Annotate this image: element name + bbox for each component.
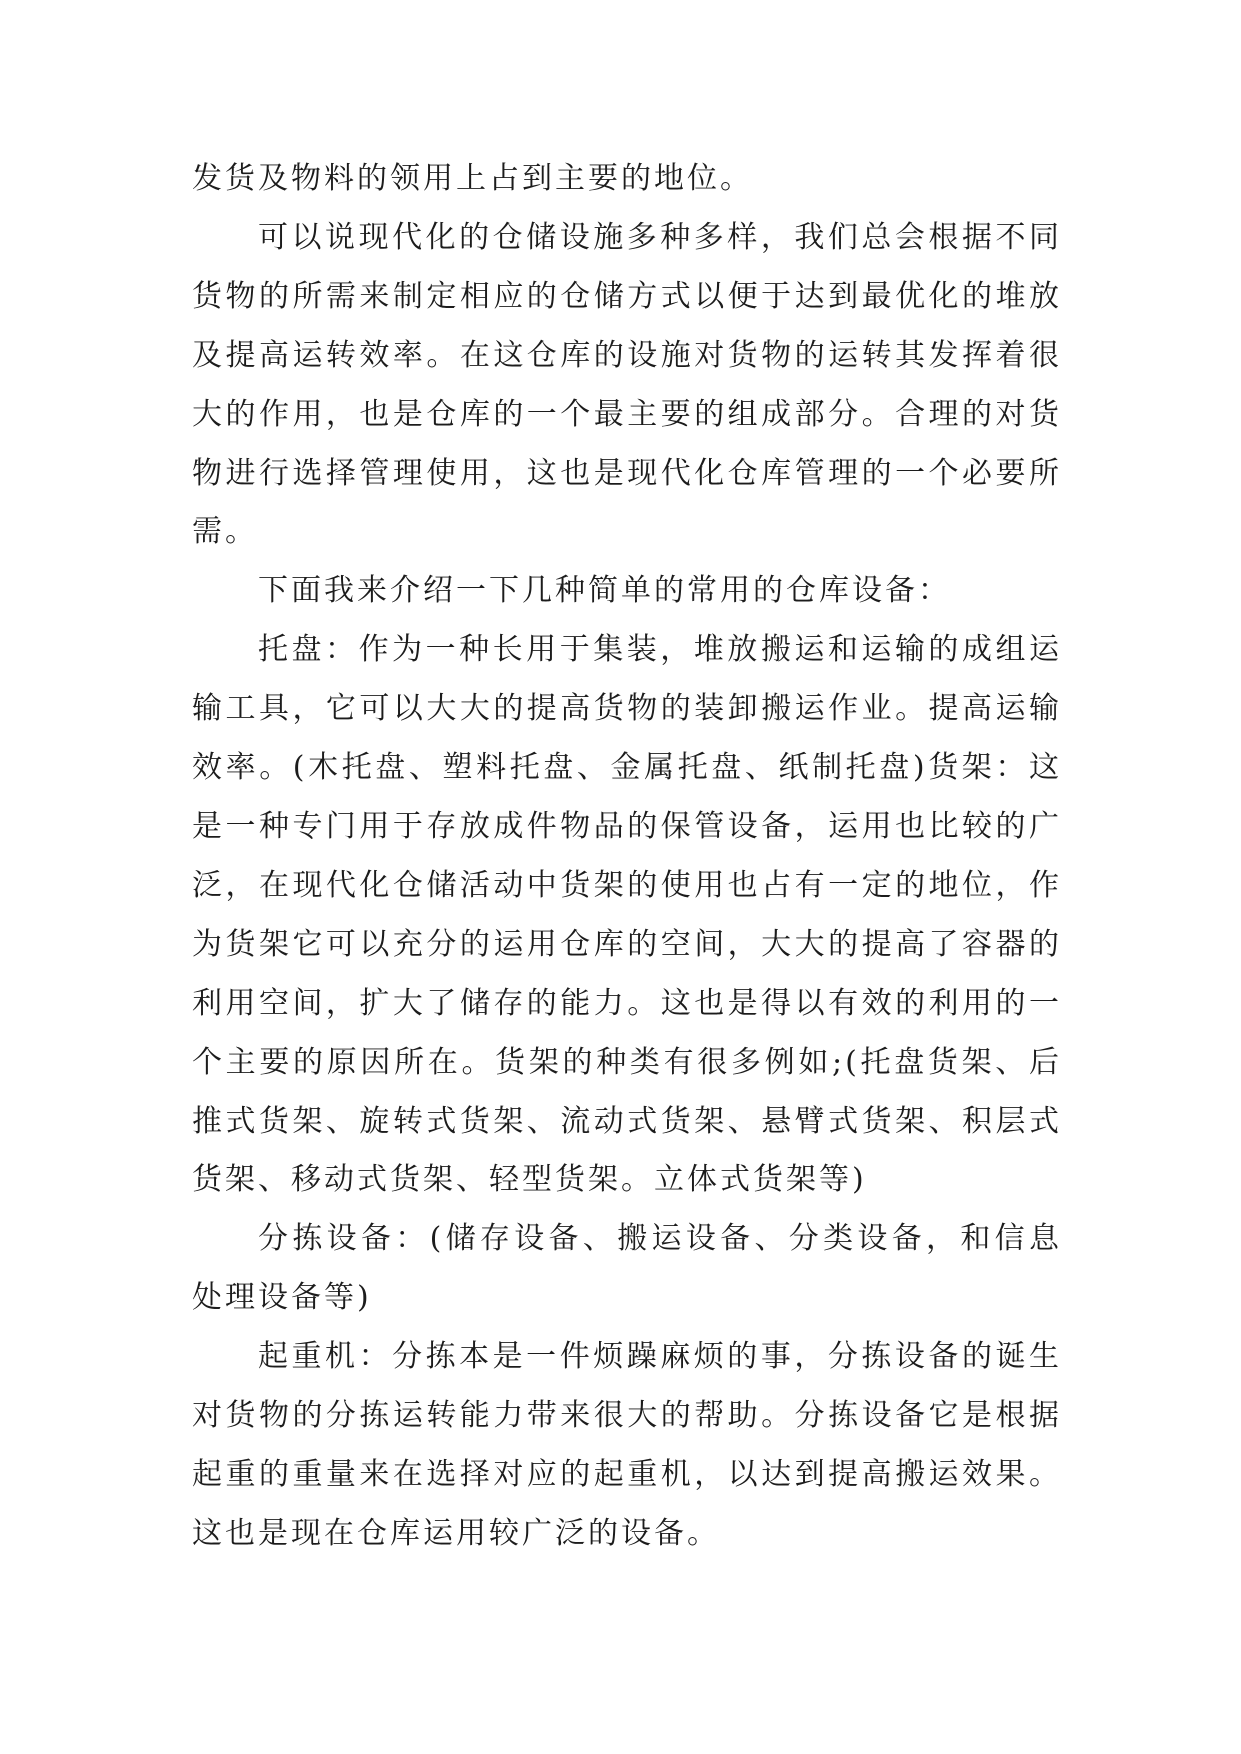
paragraph-5: 分拣设备：(储存设备、搬运设备、分类设备，和信息处理设备等) [192, 1221, 1062, 1316]
paragraph-2: 可以说现代化的仓储设施多种多样，我们总会根据不同货物的所需来制定相应的仓储方式以便于达到最优化的堆放及提高运转效率。在这仓库的设施对货物的运转其发挥着很大的作用，也是仓库的一个最主要的组成部分。合理的对货物进行选择管理使用，这也是现代化仓库管理的一个必要所需。 [192, 219, 1062, 550]
paragraph-3: 下面我来介绍一下几种简单的常用的仓库设备： [258, 573, 951, 609]
paragraph-6: 起重机：分拣本是一件烦躁麻烦的事，分拣设备的诞生对货物的分拣运转能力带来很大的帮助。分拣设备它是根据起重的重量来在选择对应的起重机，以达到提高搬运效果。这也是现在仓库运用较广泛的设备。 [192, 1339, 1062, 1551]
paragraph-1: 发货及物料的领用上占到主要的地位。 [192, 161, 753, 196]
paragraph-4: 托盘：作为一种长用于集装，堆放搬运和运输的成组运输工具，它可以大大的提高货物的装卸搬运作业。提高运输效率。(木托盘、塑料托盘、金属托盘、纸制托盘)货架：这是一种专门用于存放成件物品的保管设备，运用也比较的广泛，在现代化仓储活动中货架的使用也占有一定的地位，作为货架它可以充分的运用仓库的空间，大大的提高了容器的利用空间，扩大了储存的能力。这也是得以有效的利用的一个主要的原因所在。货架的种类有很多例如;(托盘货架、后推式货架、旋转式货架、流动式货架、悬臂式货架、积层式货架、移动式货架、轻型货架。立体式货架等) [192, 632, 1062, 1198]
document-body [192, 150, 1062, 1564]
